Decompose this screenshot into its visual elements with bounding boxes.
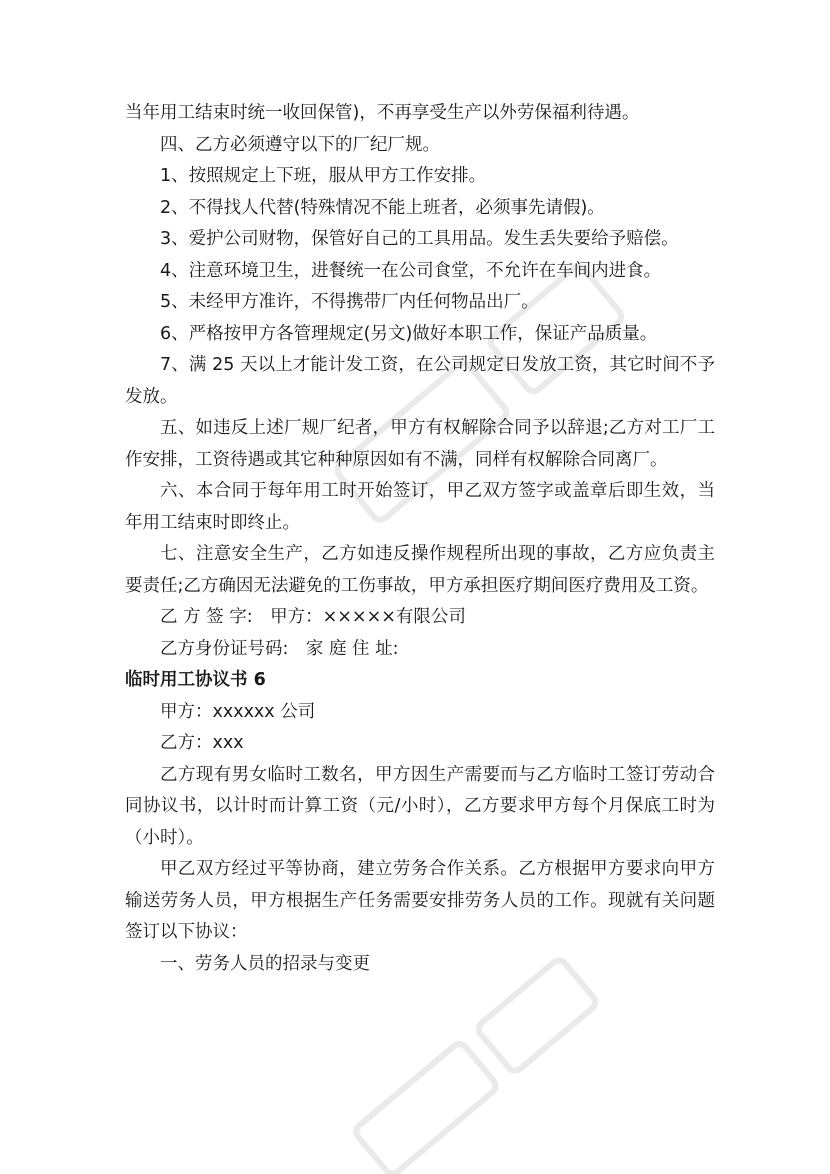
paragraph: 甲乙双方经过平等协商，建立劳务合作关系。乙方根据甲方要求向甲方输送劳务人员，甲方根据生产任务需要安排劳务人员的工作。现就有关问题签订以下协议：	[125, 859, 715, 942]
subsection-heading: 一、劳务人员的招录与变更	[160, 953, 370, 974]
list-item: 2、不得找人代替(特殊情况不能上班者，必须事先请假)。	[160, 197, 605, 218]
party-a-line: 甲方：xxxxxx 公司	[160, 701, 316, 722]
paragraph: 七、注意安全生产，乙方如违反操作规程所出现的事故，乙方应负责主要责任;乙方确因无法避免的工伤事故，甲方承担医疗期间医疗费用及工资。	[125, 544, 715, 596]
paragraph: 四、乙方必须遵守以下的厂纪厂规。	[160, 134, 440, 155]
paragraph: 当年用工结束时统一收回保管)，不再享受生产以外劳保福利待遇。	[125, 103, 640, 123]
list-item: 3、爱护公司财物，保管好自己的工具用品。发生丢失要给予赔偿。	[160, 229, 679, 249]
list-item: 6、严格按甲方各管理规定(另文)做好本职工作，保证产品质量。	[160, 323, 658, 344]
paragraph: 五、如违反上述厂规厂纪者，甲方有权解除合同予以辞退;乙方对工厂工作安排，工资待遇或其它种种原因如有不满，同样有权解除合同离厂。	[125, 418, 715, 470]
paragraph: 乙方现有男女临时工数名，甲方因生产需要而与乙方临时工签订劳动合同协议书，以计时而计算工资（元/小时），乙方要求甲方每个月保底工时为（小时）。	[125, 764, 715, 848]
id-address-line: 乙方身份证号码: 家 庭 住 址:	[160, 638, 399, 659]
signature-line: 乙 方 签 字: 甲方：×××××有限公司	[160, 607, 466, 627]
list-item: 7、满 25 天以上才能计发工资，在公司规定日发放工资，其它时间不予发放。	[125, 355, 715, 407]
party-b-line: 乙方：xxx	[160, 733, 244, 753]
list-item: 4、注意环境卫生，进餐统一在公司食堂，不允许在车间内进食。	[160, 260, 662, 281]
section-heading: 临时用工协议书 6	[125, 670, 266, 690]
document-body	[125, 98, 715, 980]
list-item: 5、未经甲方准许，不得携带厂内任何物品出厂。	[160, 292, 539, 312]
paragraph: 六、本合同于每年用工时开始签订，甲乙双方签字或盖章后即生效，当年用工结束时即终止。	[125, 481, 715, 533]
list-item: 1、按照规定上下班，服从甲方工作安排。	[160, 166, 487, 186]
